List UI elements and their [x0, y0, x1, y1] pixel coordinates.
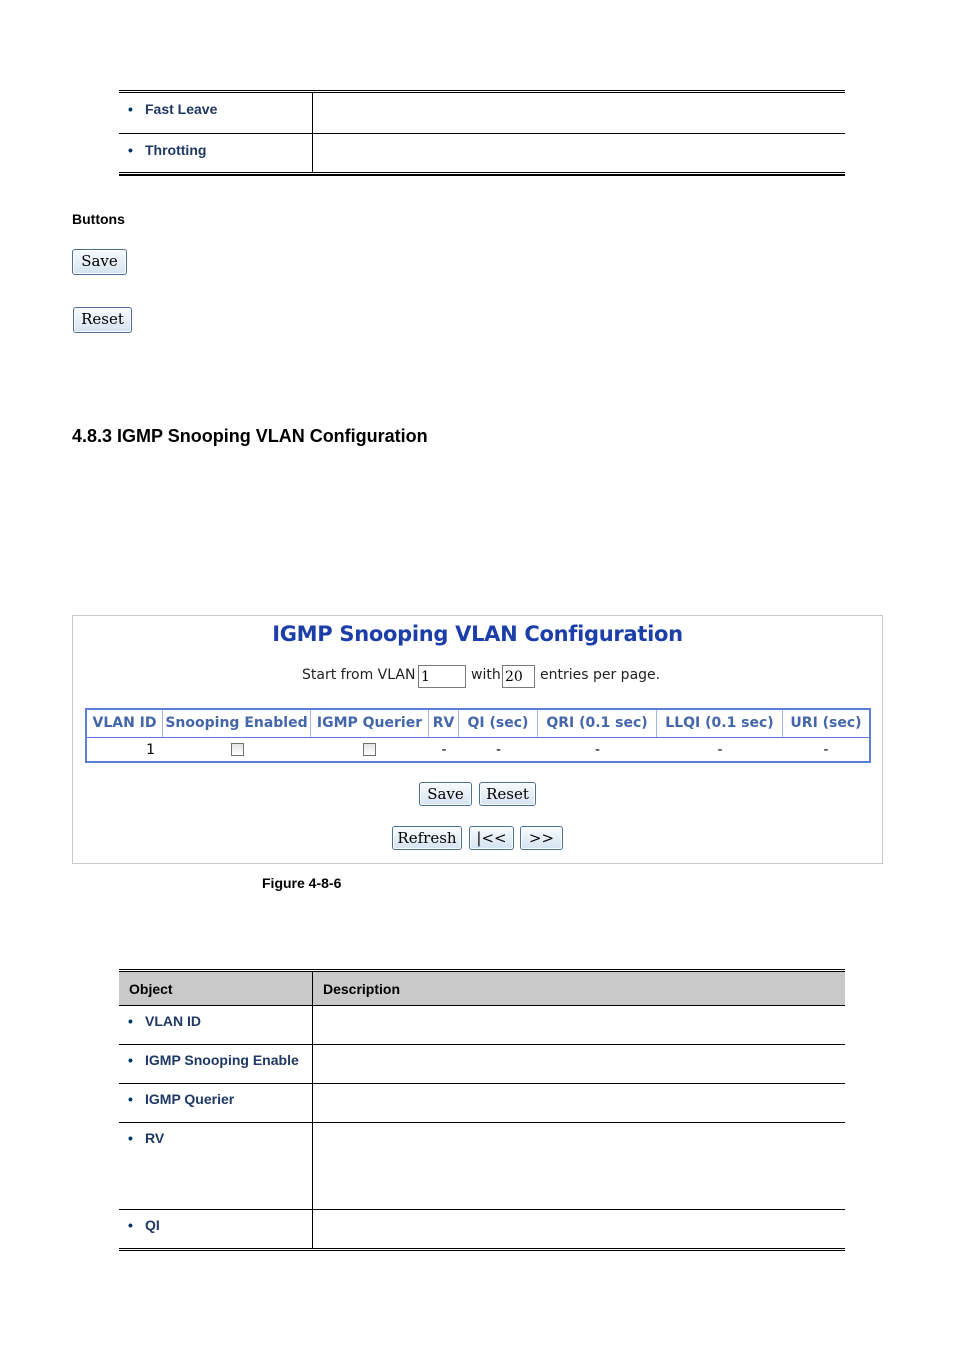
col-qi: QI (sec) [459, 710, 538, 737]
object-cell: • VLAN ID [119, 1006, 313, 1045]
col-vlan-id: VLAN ID [87, 710, 163, 737]
col-snooping-enabled: Snooping Enabled [163, 710, 311, 737]
cell-qri: - [594, 742, 601, 758]
entries-per-page-input[interactable]: 20 [502, 665, 535, 688]
description-cell [313, 1084, 846, 1123]
description-cell [313, 1006, 846, 1045]
col-igmp-querier: IGMP Querier [311, 710, 429, 737]
object-cell: • RV [119, 1123, 313, 1210]
cell-uri: - [823, 742, 829, 758]
description-cell [313, 1123, 846, 1210]
cell-rv: - [441, 742, 447, 758]
object-igmp-querier: IGMP Querier [145, 1091, 235, 1107]
figure-caption: Figure 4-8-6 [262, 875, 342, 891]
col-qri: QRI (0.1 sec) [538, 710, 657, 737]
figure-save-button[interactable]: Save [419, 782, 472, 806]
vlan-config-grid [85, 708, 871, 763]
object-igmp-snooping-enable: IGMP Snooping Enable [145, 1052, 299, 1068]
figure-title: IGMP Snooping VLAN Configuration [272, 622, 683, 646]
figure-reset-button[interactable]: Reset [479, 782, 536, 806]
object-throtting: Throtting [145, 141, 207, 158]
header-object: Object [119, 971, 313, 1006]
buttons-label: Buttons [72, 211, 125, 227]
first-page-button[interactable]: |<< [469, 826, 514, 850]
cell-llqi: - [717, 742, 723, 758]
object-cell: • IGMP Querier [119, 1084, 313, 1123]
header-divider [87, 737, 869, 738]
top-object-table [119, 93, 845, 173]
description-cell [313, 1045, 846, 1084]
object-vlan-id: VLAN ID [145, 1013, 201, 1029]
start-vlan-input[interactable]: 1 [418, 665, 466, 688]
cell-vlan-id: 1 [146, 742, 155, 758]
description-cell [313, 93, 846, 133]
reset-button[interactable]: Reset [73, 307, 132, 333]
section-heading: 4.8.3 IGMP Snooping VLAN Configuration [72, 426, 428, 446]
next-page-button[interactable]: >> [520, 826, 563, 850]
object-cell: • IGMP Snooping Enable [119, 1045, 313, 1084]
entries-per-page-label: entries per page. [540, 667, 661, 683]
with-label: with [471, 667, 501, 683]
col-rv: RV [429, 710, 459, 737]
igmp-vlan-config-screenshot [72, 615, 883, 864]
refresh-button[interactable]: Refresh [392, 826, 462, 850]
object-cell: • Throtting [119, 133, 313, 173]
description-table [119, 969, 845, 1251]
col-llqi: LLQI (0.1 sec) [657, 710, 783, 737]
snooping-enabled-checkbox[interactable] [231, 743, 244, 756]
object-cell: • Fast Leave [119, 93, 313, 133]
object-cell: • QI [119, 1210, 313, 1250]
cell-qi: - [495, 742, 502, 758]
header-description: Description [313, 971, 846, 1006]
col-uri: URI (sec) [783, 710, 869, 737]
object-qi: QI [145, 1217, 160, 1233]
object-fast-leave: Fast Leave [145, 101, 218, 117]
description-cell [313, 133, 846, 173]
save-button[interactable]: Save [72, 249, 127, 275]
start-from-label: Start from VLAN [302, 667, 416, 683]
igmp-querier-checkbox[interactable] [363, 743, 376, 756]
description-cell [313, 1210, 846, 1250]
object-rv: RV [145, 1130, 165, 1146]
top-table-border-bottom [119, 172, 845, 176]
